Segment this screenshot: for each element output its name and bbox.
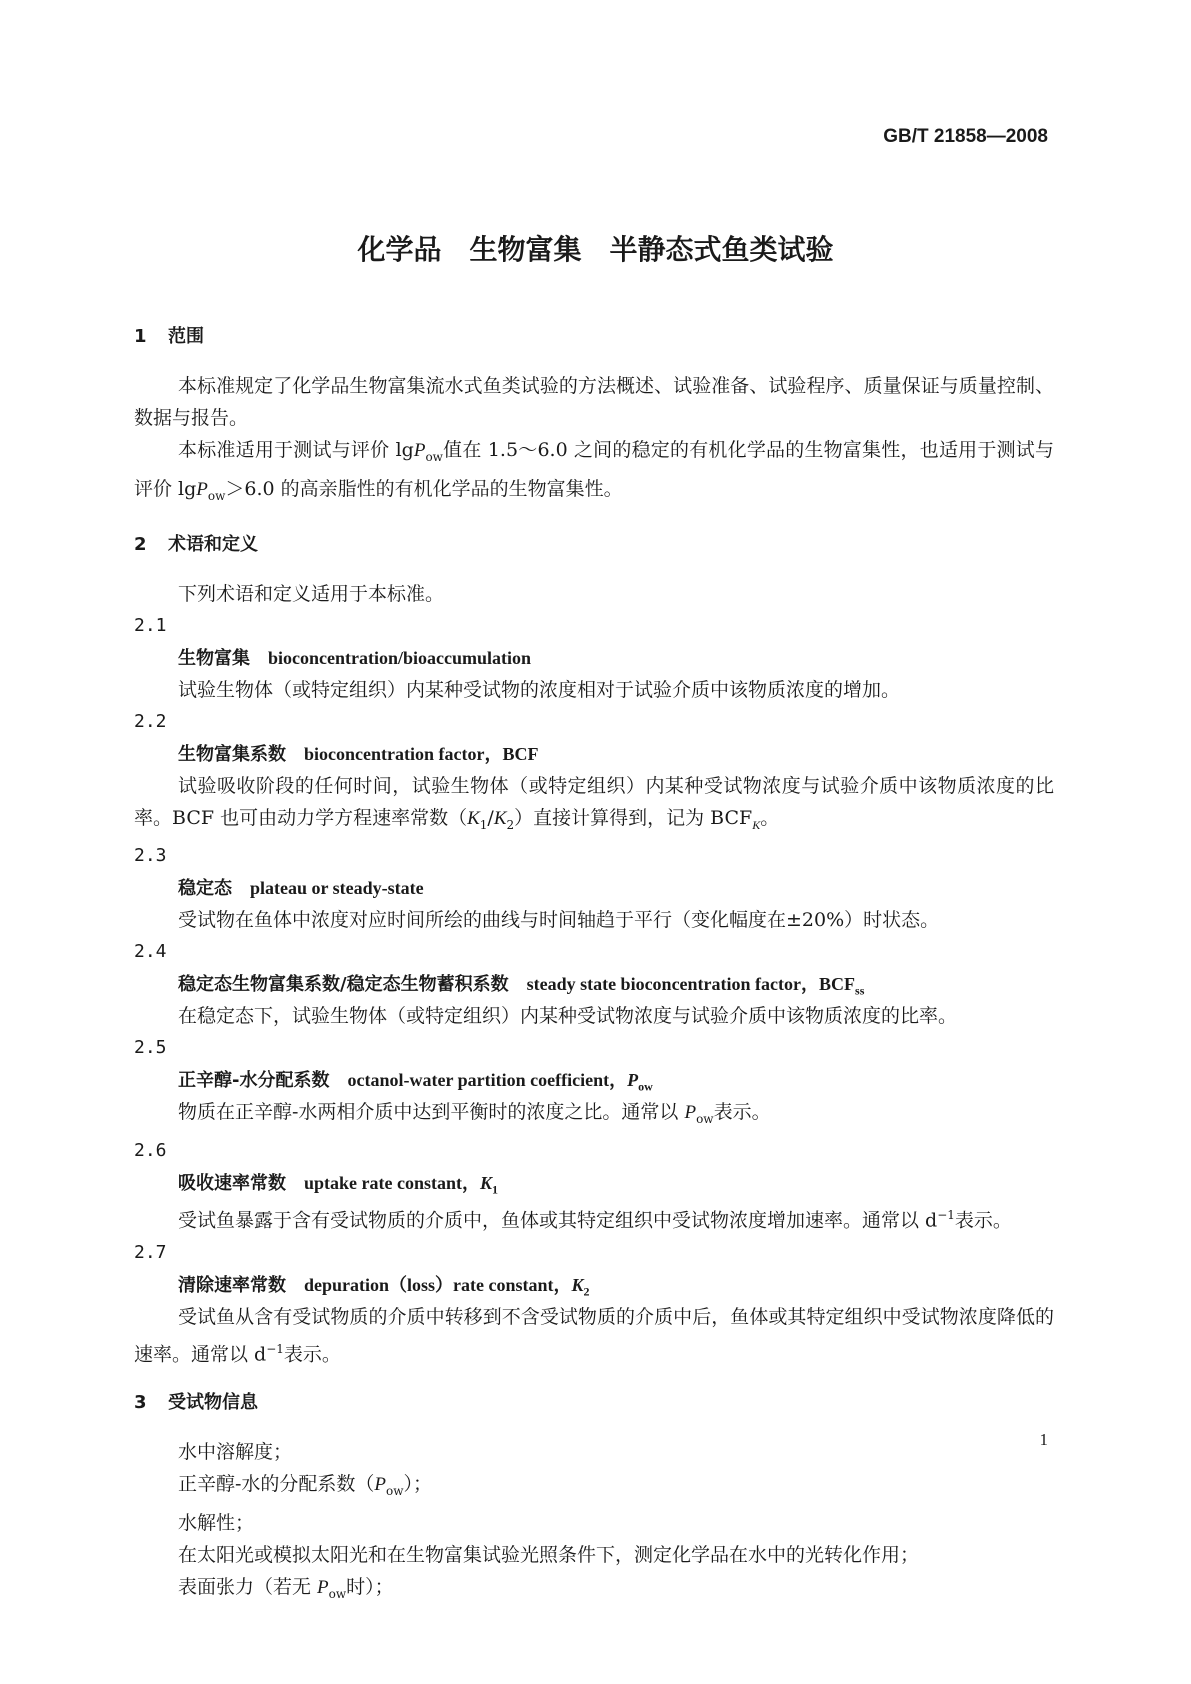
term-heading: 生物富集 bioconcentration/bioaccumulation [178,647,532,669]
section-3-heading: 3 受试物信息 [134,1391,258,1413]
term-heading: 稳定态生物富集系数/稳定态生物蓄积系数 steady state bioconcentration factor，$BCF_{ss}$ [178,974,865,998]
term-heading: 稳定态 plateau or steady-state [178,878,424,900]
term-definition: 物质在正辛醇-水两相介质中达到平衡时的浓度之比。通常以 $P_{ow}$表示。 [178,1101,771,1127]
term-definition: 试验吸收阶段的任何时间，试验生物体（或特定组织）内某种受试物浓度与试验介质中该物质浓度的比率。BCF 也可由动力学方程速率常数$(K_1/K_2)$直接计算得到，记为 $BCF_K$。 [134,774,1054,832]
section-2-heading: 2 术语和定义 [134,533,258,555]
page-number: 1 [1039,1430,1048,1449]
document-body [134,320,1054,1609]
list-item: 水解性； [178,1511,255,1534]
list-item: 在太阳光或模拟太阳光和在生物富集试验光照条件下，测定化学品在水中的光转化作用； [178,1543,920,1566]
term-number: 2.7 [134,1241,167,1263]
term-number: 2.1 [134,614,167,636]
term-definition: 受试物在鱼体中浓度对应时间所绘的曲线与时间轴趋于平行（变化幅度在±20%）时状态。 [178,909,940,932]
term-heading: 生物富集系数 bioconcentration factor，BCF [178,743,539,765]
term-heading: 正辛醇-水分配系数 octanol-water partition coefficient，$P_{ow}$ [178,1070,653,1094]
standard-code: GB/T 21858—2008 [883,126,1048,147]
term-definition: 受试鱼暴露于含有受试物质的介质中，鱼体或其特定组织中受试物浓度增加速率。通常以 $d^{-1}$表示。 [178,1208,1012,1232]
term-heading: 吸收速率常数 uptake rate constant，$K_1$ [178,1173,499,1197]
section-1-paragraph-2: 本标准适用于测试与评价 lgP$_{ow}$值在 1.5～6.0 之间的稳定的有机化学品的生物富集性，也适用于测试与评价 lgP$_{ow}$＞6.0 的高亲脂性的有机化学品的生物富集性。 [134,439,1055,503]
list-item: 正辛醇-水的分配系数$(P_{ow})$； [178,1472,433,1498]
term-definition: 受试鱼从含有受试物质的介质中转移到不含受试物质的介质中后，鱼体或其特定组织中受试物浓度降低的速率。通常以 $d^{-1}$表示。 [134,1305,1054,1365]
section-2-intro: 下列术语和定义适用于本标准。 [178,582,445,605]
term-definition: 在稳定态下，试验生物体（或特定组织）内某种受试物浓度与试验介质中该物质浓度的比率。 [178,1005,958,1028]
term-number: 2.4 [134,941,167,963]
term-definition: 试验生物体（或特定组织）内某种受试物的浓度相对于试验介质中该物质浓度的增加。 [178,678,901,701]
document-title: 化学品 生物富集 半静态式鱼类试验 [357,233,834,266]
list-item: 水中溶解度； [178,1440,293,1463]
section-1-paragraph-1: 本标准规定了化学品生物富集流水式鱼类试验的方法概述、试验准备、试验程序、质量保证与质量控制、数据与报告。 [134,375,1054,429]
section-1-heading: 1 范围 [134,326,204,347]
term-number: 2.6 [134,1140,167,1162]
term-number: 2.2 [134,710,167,732]
list-item: 表面张力（若无 $P_{ow}$时）； [178,1575,394,1601]
term-number: 2.5 [134,1037,167,1059]
term-number: 2.3 [134,845,167,867]
term-heading: 清除速率常数 depuration（loss）rate constant，$K_2$ [178,1274,590,1299]
